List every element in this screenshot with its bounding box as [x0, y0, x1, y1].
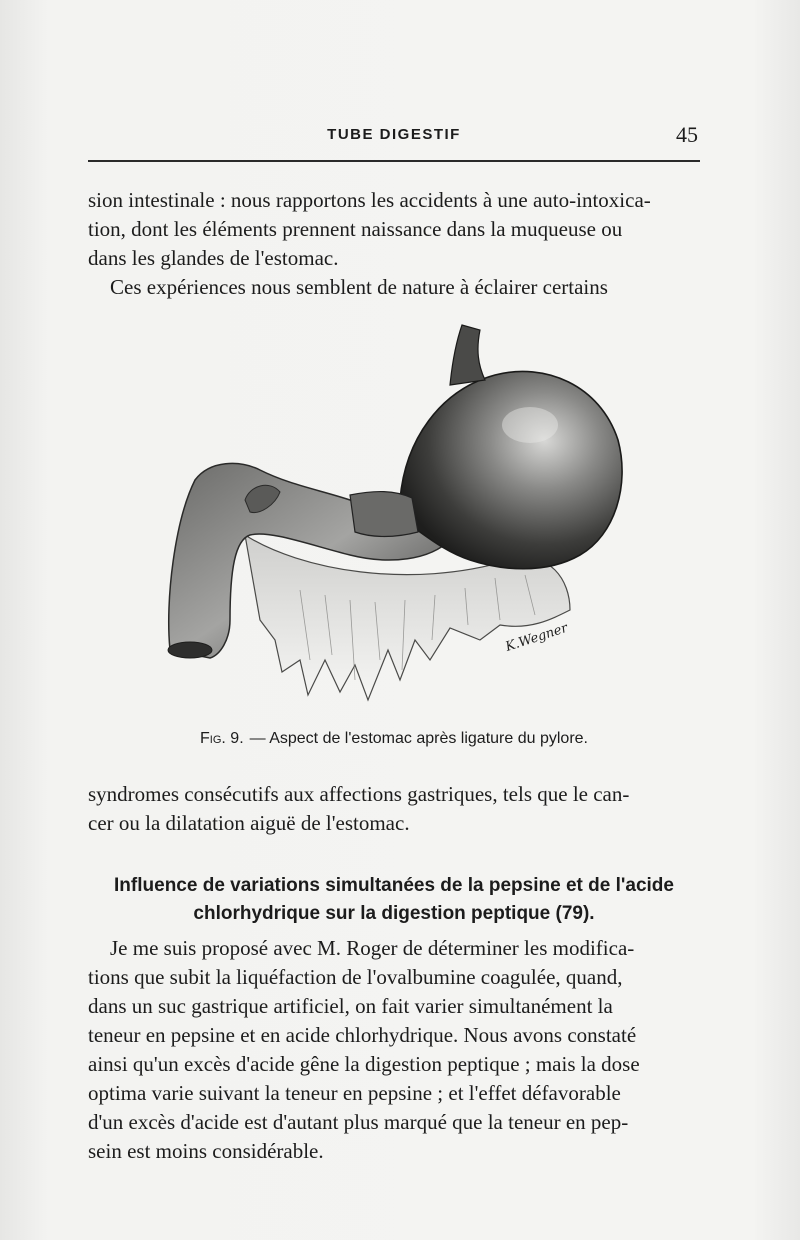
esophagus: [450, 325, 485, 385]
text-line: dans un suc gastrique artificiel, on fait varier simultanément la: [88, 994, 613, 1018]
text-line: sein est moins considérable.: [88, 1139, 324, 1163]
text-line: syndromes consécutifs aux affections gastriques, tels que le can-: [88, 782, 630, 806]
body-paragraph: [88, 934, 700, 1166]
running-head: TUBE DIGESTIF: [327, 126, 461, 143]
text-line: teneur en pepsine et en acide chlorhydrique. Nous avons constaté: [88, 1023, 637, 1047]
figure-caption: [88, 730, 700, 748]
text-line: cer ou la dilatation aiguë de l'estomac.: [88, 811, 410, 835]
text-line: Ces expériences nous semblent de nature à éclairer certains: [110, 275, 608, 299]
pylorus: [350, 492, 418, 537]
stomach-illustration: [150, 320, 630, 730]
stomach-body: [400, 371, 622, 568]
page-number: 45: [676, 122, 698, 147]
section-heading: [88, 872, 700, 928]
text-line: ainsi qu'un excès d'acide gêne la digestion peptique ; mais la dose: [88, 1052, 640, 1076]
text-line: optima varie suivant la teneur en pepsine ; et l'effet défavorable: [88, 1081, 621, 1105]
text-line: tions que subit la liquéfaction de l'ovalbumine coagulée, quand,: [88, 965, 623, 989]
text-line: dans les glandes de l'estomac.: [88, 246, 339, 270]
top-paragraph: [88, 186, 700, 302]
caption-label: Fig. 9.: [200, 730, 244, 747]
page-header: [88, 120, 700, 162]
artist-signature: K.Wegner: [503, 620, 570, 655]
text-line: sion intestinale : nous rapportons les accidents à une auto-intoxica-: [88, 188, 651, 212]
text-line: d'un excès d'acide est d'autant plus marqué que la teneur en pep-: [88, 1110, 629, 1134]
duodenum-cut-end: [168, 642, 212, 658]
section-heading-line: chlorhydrique sur la digestion peptique (79).: [193, 903, 595, 924]
header-rule: [88, 160, 700, 162]
after-figure-paragraph: [88, 780, 700, 838]
text-line: tion, dont les éléments prennent naissance dans la muqueuse ou: [88, 217, 623, 241]
section-heading-line: Influence de variations simultanées de la pepsine et de l'acide: [114, 875, 674, 896]
text-line: Je me suis proposé avec M. Roger de déterminer les modifica-: [110, 936, 635, 960]
caption-text: — Aspect de l'estomac après ligature du pylore.: [249, 730, 588, 747]
